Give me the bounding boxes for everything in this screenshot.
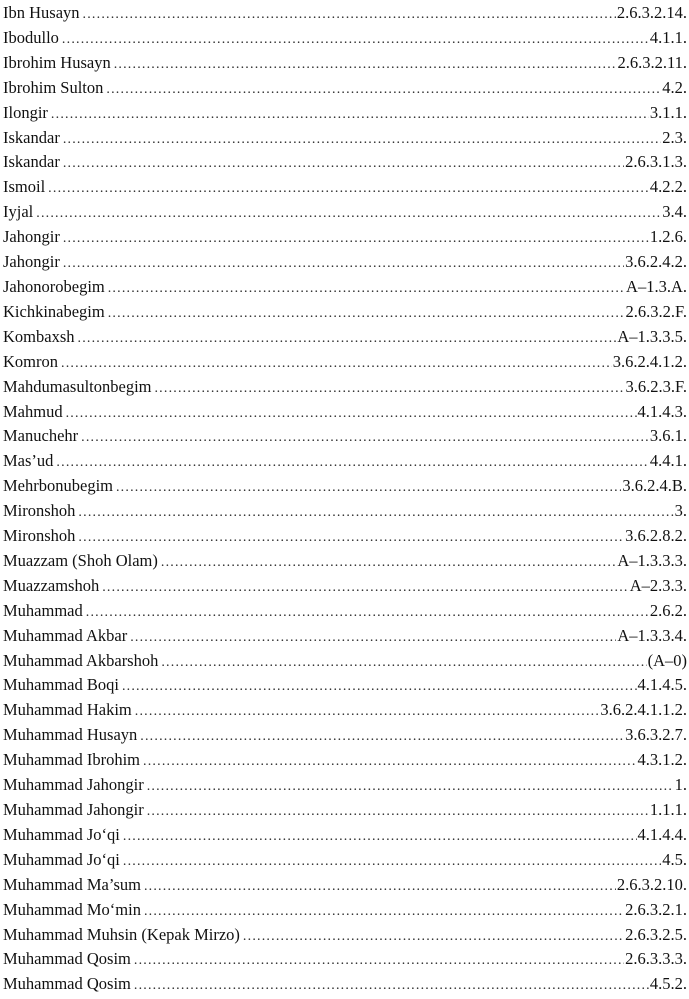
- dot-leader: [86, 601, 649, 626]
- entry-name: Jahongir: [3, 227, 60, 247]
- entry-reference: 4.4.1.: [649, 451, 687, 471]
- entry-reference: 3.6.2.3.F.: [625, 376, 687, 396]
- entry-name: Mironshoh: [3, 526, 76, 546]
- entry-reference: 3.: [674, 501, 687, 521]
- dot-leader: [81, 426, 649, 451]
- index-entry: [3, 449, 687, 474]
- dot-leader: [116, 476, 621, 501]
- dot-leader: [56, 451, 648, 476]
- entry-reference: A–1.3.3.3.: [617, 550, 687, 570]
- dot-leader: [161, 651, 646, 676]
- entry-reference: 2.6.3.2.5.: [625, 924, 687, 944]
- index-entry: [3, 250, 687, 275]
- index-entry: [3, 624, 687, 649]
- entry-name: Muhammad Jo‘qi: [3, 849, 120, 869]
- entry-reference: 4.2.2.: [649, 177, 687, 197]
- entry-reference: 1.1.1.: [649, 800, 687, 819]
- entry-name: Muazzam (Shoh Olam): [3, 550, 158, 570]
- index-entry: [3, 26, 687, 51]
- index-entry: [3, 947, 687, 972]
- index-entry: [3, 549, 687, 574]
- dot-leader: [78, 327, 617, 352]
- entry-reference: 2.3.: [662, 127, 687, 147]
- dot-leader: [51, 103, 649, 128]
- dot-leader: [144, 875, 616, 900]
- index-entry: [3, 275, 687, 300]
- index-entry: [3, 175, 687, 200]
- entry-name: Mahdumasultonbegim: [3, 376, 152, 396]
- index-entry: [3, 873, 687, 898]
- index-entry: [3, 300, 687, 325]
- entry-reference: A–2.3.3.: [629, 575, 687, 595]
- index-entry: [3, 748, 687, 773]
- index-entry: [3, 375, 687, 400]
- entry-name: Mahmud: [3, 401, 63, 421]
- entry-reference: 2.6.3.3.3.: [625, 949, 687, 969]
- entry-name: Muhammad Muhsin (Kepak Mirzo): [3, 924, 240, 944]
- dot-leader: [78, 526, 624, 551]
- dot-leader: [62, 28, 649, 53]
- dot-leader: [161, 551, 616, 576]
- entry-reference: 4.1.4.4.: [637, 824, 687, 844]
- index-entry: [3, 723, 687, 748]
- entry-reference: 3.6.1.: [649, 426, 687, 446]
- dot-leader: [63, 152, 624, 177]
- entry-name: Muhammad Jo‘qi: [3, 824, 120, 844]
- index-entry: [3, 698, 687, 723]
- dot-leader: [106, 78, 661, 103]
- dot-leader: [135, 700, 600, 725]
- index-entry: [3, 126, 687, 151]
- index-entry: [3, 200, 687, 225]
- entry-name: Kichkinabegim: [3, 301, 105, 321]
- entry-reference: 4.1.4.3.: [637, 401, 687, 421]
- index-entry: [3, 773, 687, 798]
- index-entry: [3, 1, 687, 26]
- entry-reference: 2.6.2.: [649, 600, 687, 620]
- entry-name: Mas’ud: [3, 451, 54, 471]
- index-entry: [3, 400, 687, 425]
- dot-leader: [123, 825, 637, 850]
- entry-reference: 1.: [674, 775, 687, 795]
- entry-reference: 3.1.1.: [649, 102, 687, 122]
- entry-name: Muhammad Jahongir: [3, 775, 144, 795]
- entry-name: Muhammad Mo‘min: [3, 899, 141, 919]
- entry-name: Muhammad: [3, 600, 83, 620]
- dot-leader: [63, 227, 649, 252]
- entry-name: Muhammad Husayn: [3, 725, 138, 745]
- entry-reference: 3.6.2.4.1.2.: [612, 351, 687, 371]
- entry-name: Ismoil: [3, 177, 46, 197]
- entry-name: Muhammad Boqi: [3, 675, 119, 695]
- index-entry: [3, 76, 687, 101]
- dot-leader: [143, 750, 636, 775]
- dot-leader: [130, 626, 616, 651]
- entry-name: Ibodullo: [3, 27, 59, 47]
- index-entry: [3, 798, 687, 823]
- index-entry: [3, 150, 687, 175]
- entry-reference: 4.5.: [662, 849, 687, 869]
- entry-name: Ibrohim Husayn: [3, 52, 111, 72]
- entry-name: Muhammad Ibrohim: [3, 750, 141, 770]
- entry-name: Mehrbonubegim: [3, 476, 113, 496]
- dot-leader: [66, 402, 637, 427]
- entry-name: Muazzamshoh: [3, 575, 100, 595]
- dot-leader: [83, 3, 616, 28]
- entry-reference: 3.6.2.8.2.: [625, 526, 687, 546]
- entry-reference: 3.6.3.2.7.: [625, 725, 687, 745]
- entry-reference: 4.1.4.5.: [637, 675, 687, 695]
- name-index-list: [3, 1, 687, 997]
- entry-name: Muhammad Qosim: [3, 974, 131, 994]
- entry-name: Muhammad Qosim: [3, 949, 131, 969]
- dot-leader: [78, 501, 673, 526]
- entry-name: Kombaxsh: [3, 326, 75, 346]
- entry-name: Jahongir: [3, 252, 60, 272]
- dot-leader: [144, 900, 624, 925]
- index-entry: [3, 350, 687, 375]
- index-entry: [3, 101, 687, 126]
- index-entry: [3, 848, 687, 873]
- entry-reference: 2.6.3.2.10.: [616, 874, 687, 894]
- entry-reference: 1.2.6.: [649, 227, 687, 247]
- dot-leader: [63, 252, 624, 277]
- entry-reference: 2.6.3.1.3.: [625, 152, 687, 172]
- dot-leader: [36, 202, 661, 227]
- dot-leader: [61, 352, 612, 377]
- dot-leader: [108, 302, 625, 327]
- index-entry: [3, 574, 687, 599]
- entry-reference: 2.6.3.2.F.: [625, 301, 687, 321]
- dot-leader: [140, 725, 624, 750]
- index-entry: [3, 424, 687, 449]
- dot-leader: [243, 925, 624, 950]
- entry-reference: 3.6.2.4.2.: [625, 252, 687, 272]
- entry-name: Komron: [3, 351, 58, 371]
- entry-reference: 3.6.2.4.B.: [622, 476, 687, 496]
- index-entry: [3, 673, 687, 698]
- entry-name: Muhammad Akbar: [3, 625, 128, 645]
- dot-leader: [123, 850, 661, 875]
- entry-reference: A–1.3.A.: [626, 276, 687, 296]
- index-entry: [3, 898, 687, 923]
- entry-reference: 2.6.3.2.11.: [617, 52, 687, 72]
- entry-name: Ilongir: [3, 102, 48, 122]
- entry-reference: 4.3.1.2.: [637, 750, 687, 770]
- entry-reference: 3.6.2.4.1.1.2.: [600, 700, 687, 720]
- entry-reference: 4.5.2.: [649, 974, 687, 994]
- entry-reference: 2.6.3.2.14.: [616, 3, 687, 22]
- dot-leader: [102, 576, 628, 601]
- index-entry: [3, 225, 687, 250]
- entry-name: Ibrohim Sulton: [3, 77, 104, 97]
- entry-reference: (A–0): [647, 650, 687, 670]
- entry-reference: 3.4.: [662, 202, 687, 222]
- entry-name: Iyjal: [3, 202, 34, 222]
- index-entry: [3, 923, 687, 948]
- entry-name: Ibn Husayn: [3, 3, 80, 22]
- index-entry: [3, 649, 687, 674]
- entry-name: Muhammad Jahongir: [3, 800, 144, 819]
- dot-leader: [134, 974, 649, 999]
- entry-reference: 4.2.: [662, 77, 687, 97]
- entry-reference: 4.1.1.: [649, 27, 687, 47]
- index-entry: [3, 499, 687, 524]
- entry-reference: 2.6.3.2.1.: [625, 899, 687, 919]
- dot-leader: [147, 800, 649, 825]
- dot-leader: [154, 377, 624, 402]
- entry-name: Muhammad Ma’sum: [3, 874, 141, 894]
- entry-name: Iskandar: [3, 152, 60, 172]
- dot-leader: [114, 53, 617, 78]
- dot-leader: [63, 128, 661, 153]
- entry-name: Manuchehr: [3, 426, 79, 446]
- dot-leader: [147, 775, 674, 800]
- index-entry: [3, 474, 687, 499]
- entry-name: Muhammad Akbarshoh: [3, 650, 159, 670]
- entry-name: Jahonorobegim: [3, 276, 105, 296]
- index-entry: [3, 524, 687, 549]
- entry-name: Iskandar: [3, 127, 60, 147]
- index-entry: [3, 823, 687, 848]
- entry-name: Mironshoh: [3, 501, 76, 521]
- dot-leader: [48, 177, 649, 202]
- index-entry: [3, 51, 687, 76]
- index-entry: [3, 972, 687, 997]
- dot-leader: [108, 277, 625, 302]
- dot-leader: [134, 949, 624, 974]
- entry-name: Muhammad Hakim: [3, 700, 132, 720]
- index-entry: [3, 599, 687, 624]
- entry-reference: A–1.3.3.4.: [617, 625, 687, 645]
- dot-leader: [122, 675, 637, 700]
- entry-reference: A–1.3.3.5.: [617, 326, 687, 346]
- index-entry: [3, 325, 687, 350]
